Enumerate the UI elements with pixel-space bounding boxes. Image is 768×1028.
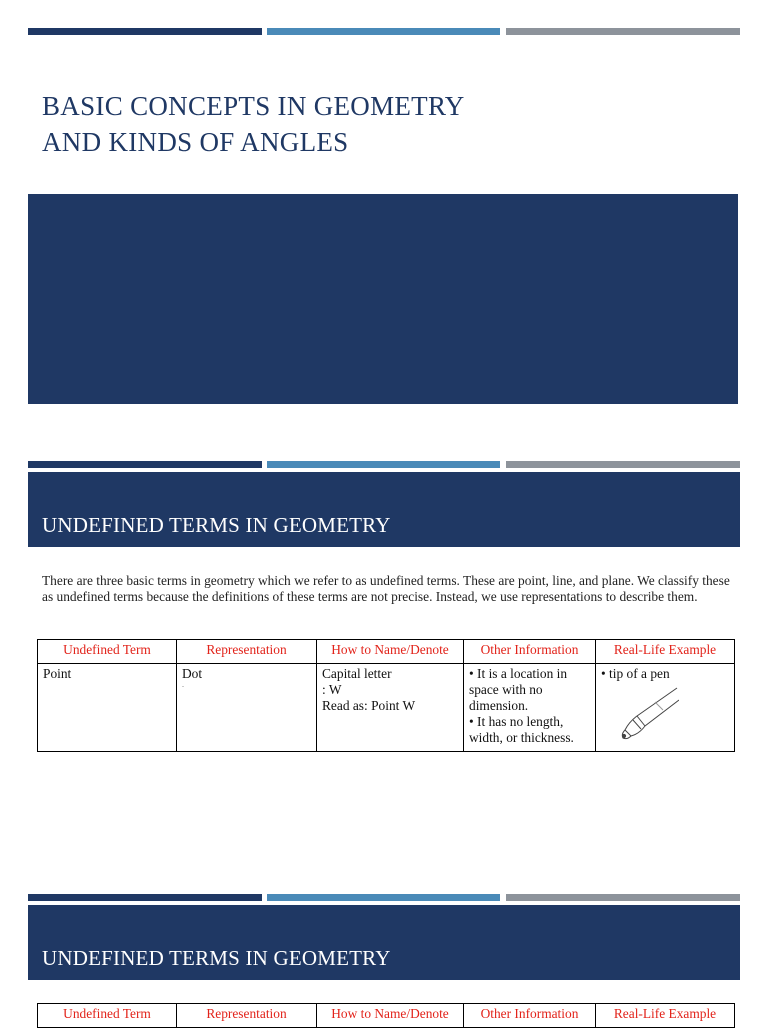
example-text: • tip of a pen	[601, 666, 670, 681]
info-point-1: • It is a location in space with no dimension.	[469, 666, 568, 713]
cell-representation	[177, 664, 317, 752]
section-heading: UNDEFINED TERMS IN GEOMETRY	[42, 513, 391, 537]
accent-bar-blue	[267, 28, 500, 35]
header-undefined-term: Undefined Term	[38, 640, 177, 664]
representation-label: Dot	[182, 666, 203, 681]
cell-how-to-name	[317, 664, 464, 752]
header-how-to-name: How to Name/Denote	[317, 1004, 464, 1028]
section-header-band	[28, 472, 740, 547]
pen-tip-image	[615, 686, 679, 740]
header-other-information: Other Information	[464, 1004, 596, 1028]
header-undefined-term: Undefined Term	[38, 1004, 177, 1028]
cell-real-life-example	[596, 664, 735, 752]
accent-bars-slide-3	[28, 894, 740, 901]
accent-bar-blue	[267, 461, 500, 468]
table-row	[38, 664, 735, 752]
name-line-1: Capital letter	[322, 666, 392, 681]
accent-bar-blue	[267, 894, 500, 901]
header-representation: Representation	[177, 1004, 317, 1028]
header-how-to-name: How to Name/Denote	[317, 640, 464, 664]
accent-bar-gray	[506, 461, 740, 468]
hero-panel	[28, 194, 738, 404]
accent-bars-slide-2	[28, 461, 740, 468]
slide-title	[42, 88, 662, 160]
info-point-2: • It has no length, width, or thickness.	[469, 714, 574, 745]
dot-mark: .	[182, 680, 184, 689]
cell-term: Point	[38, 664, 177, 752]
header-other-information: Other Information	[464, 640, 596, 664]
header-real-life-example: Real-Life Example	[596, 640, 735, 664]
table-header-row	[38, 640, 735, 664]
header-real-life-example: Real-Life Example	[596, 1004, 735, 1028]
slide-title-line-2: AND KINDS OF ANGLES	[42, 127, 349, 157]
undefined-terms-table-2	[37, 1003, 735, 1028]
name-line-3: Read as: Point W	[322, 698, 416, 713]
undefined-terms-table	[37, 639, 735, 752]
cell-other-information	[464, 664, 596, 752]
accent-bar-gray	[506, 894, 740, 901]
header-representation: Representation	[177, 640, 317, 664]
accent-bar-navy	[28, 461, 262, 468]
name-line-2: : W	[322, 682, 342, 697]
accent-bar-navy	[28, 894, 262, 901]
accent-bars-top	[28, 28, 740, 35]
accent-bar-navy	[28, 28, 262, 35]
intro-paragraph: There are three basic terms in geometry which we refer to as undefined terms. These are point, line, and plane. We classify these as undefined terms because the definitions of these terms are not precise. Instead, we use representations to describe them.	[42, 573, 730, 605]
section-heading: UNDEFINED TERMS IN GEOMETRY	[42, 946, 391, 970]
slide-title-line-1: BASIC CONCEPTS IN GEOMETRY	[42, 91, 465, 121]
section-header-band	[28, 905, 740, 980]
accent-bar-gray	[506, 28, 740, 35]
